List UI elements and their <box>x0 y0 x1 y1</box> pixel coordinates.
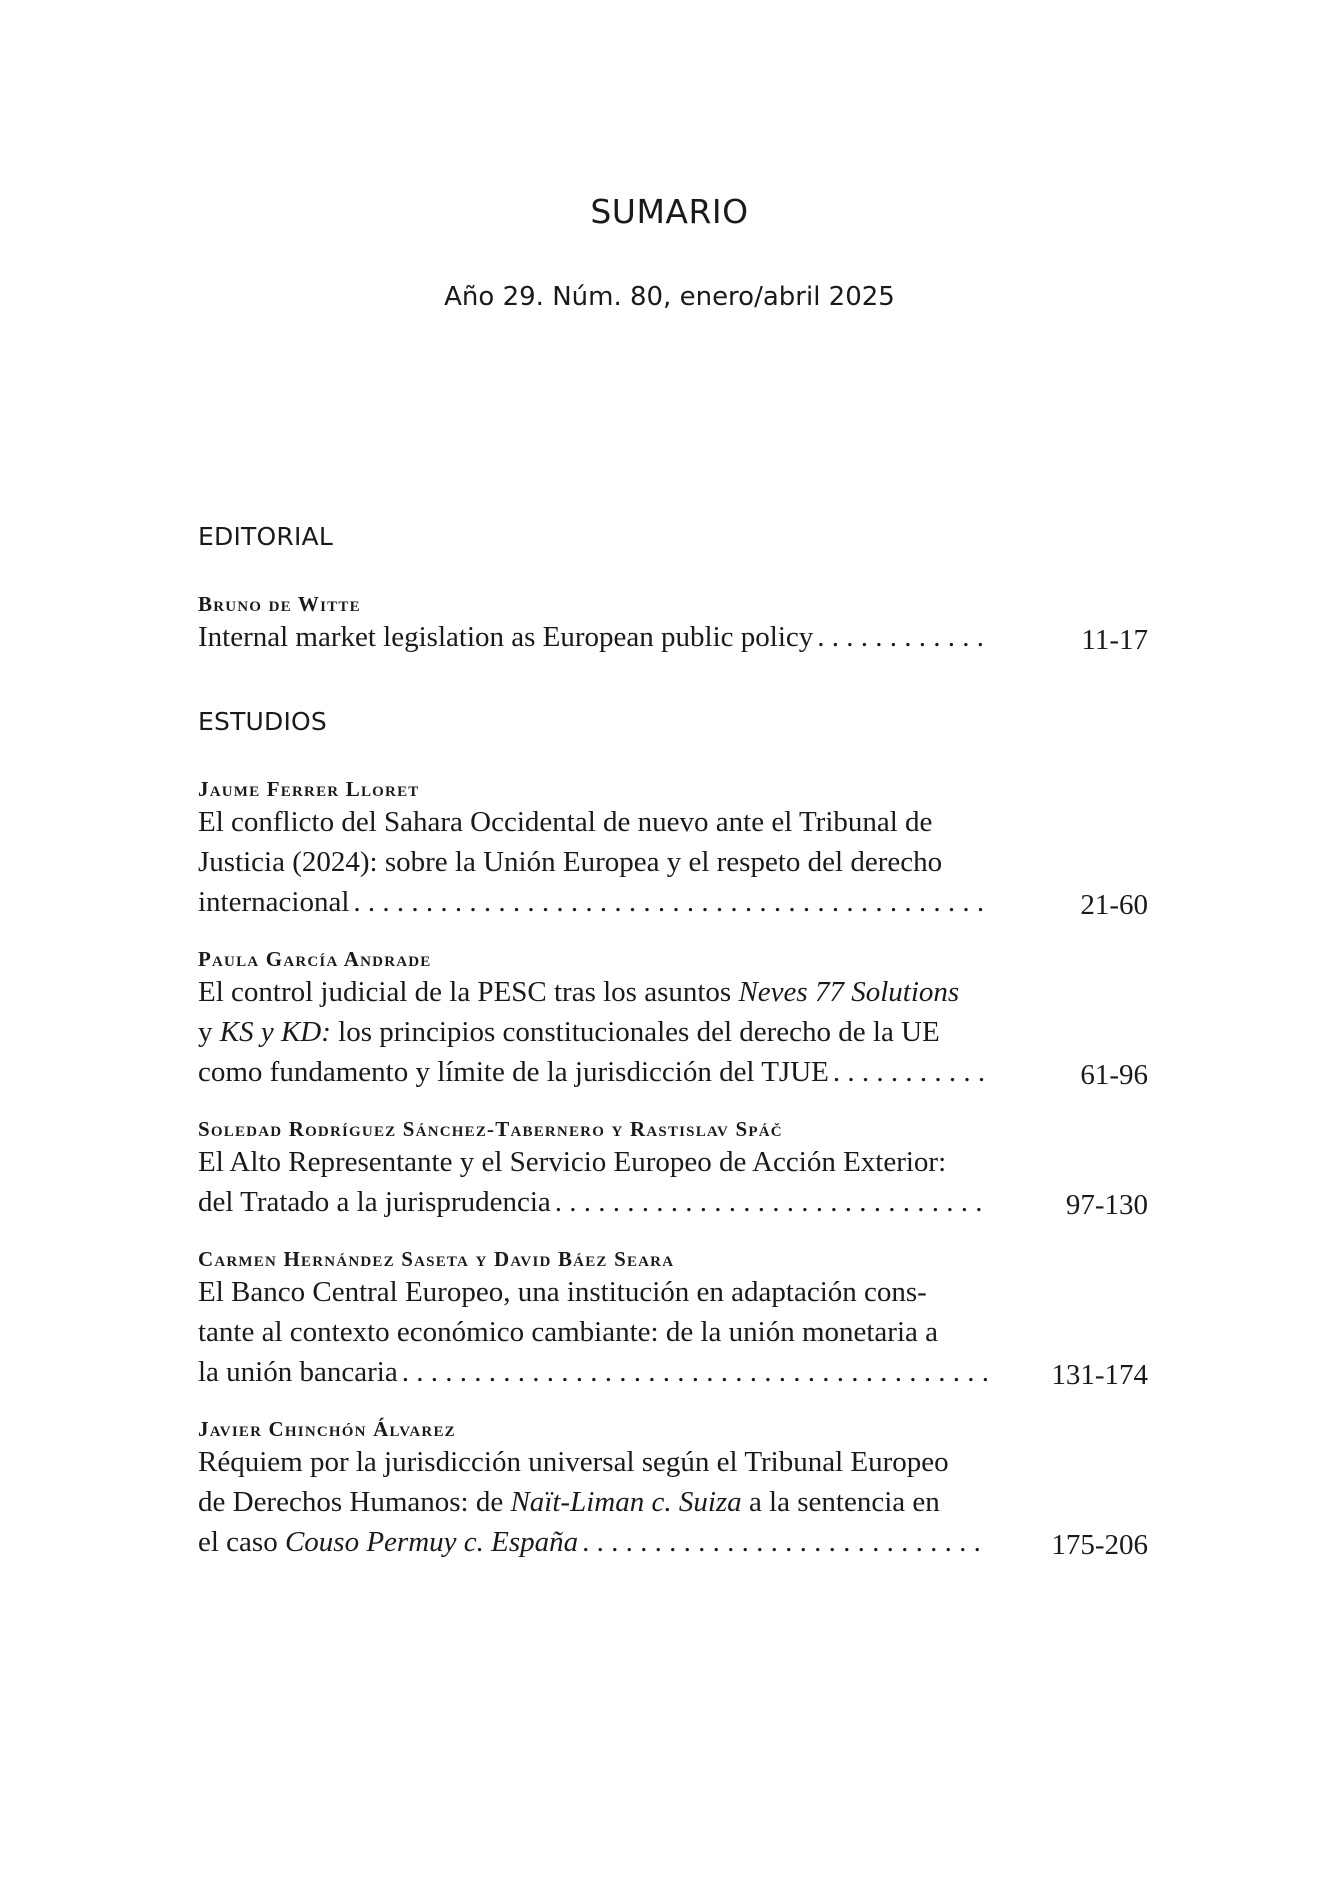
toc-entry[interactable] <box>198 591 1148 657</box>
leader-dots <box>402 1352 988 1392</box>
toc-entry[interactable] <box>198 946 1148 1092</box>
issue-line: Año 29. Núm. 80, enero/abril 2025 <box>444 282 895 312</box>
entry-title-last-line <box>198 1522 988 1562</box>
toc-entry[interactable] <box>198 776 1148 922</box>
entry-title-text: El control judicial de la PESC tras los asuntos <box>198 976 739 1008</box>
entry-title-italic: Neves 77 Solutions <box>738 976 960 1008</box>
entry-title-italic: Naït-Liman c. Suiza <box>510 1486 742 1518</box>
entry-title-text: Internal market legislation as European public policy <box>198 621 814 653</box>
entry-title-text: de Derechos Humanos: de <box>198 1486 511 1518</box>
entry-pages: 21-60 <box>1080 889 1148 921</box>
entry-pages: 175-206 <box>1051 1529 1148 1561</box>
leader-dots <box>817 617 988 657</box>
entry-title-last-line <box>198 882 988 922</box>
entry-title-text: a la sentencia en <box>741 1486 940 1518</box>
entry-title-line: El conflicto del Sahara Occidental de nuevo ante el Tribunal de <box>198 806 933 838</box>
table-of-contents <box>198 522 1148 1586</box>
entry-pages: 11-17 <box>1081 624 1148 656</box>
toc-entry[interactable] <box>198 1116 1148 1222</box>
entry-title-text: la unión bancaria <box>198 1356 398 1388</box>
entry-title-italic: Couso Permuy c. España <box>284 1526 579 1558</box>
entry-title-italic: KS y KD: <box>219 1016 331 1048</box>
leader-dots <box>555 1182 988 1222</box>
entry-title-text: y <box>198 1016 220 1048</box>
entry-author: Paula García Andrade <box>198 947 432 971</box>
entry-title-last-line <box>198 1052 988 1092</box>
section-estudios <box>198 707 1148 1562</box>
entry-author: Bruno de Witte <box>198 592 361 616</box>
entry-author: Jaume Ferrer Lloret <box>198 777 420 801</box>
entry-title-last-line <box>198 617 988 657</box>
entry-author: Soledad Rodríguez Sánchez-Tabernero y Rastislav Spáč <box>198 1117 783 1141</box>
entry-title-text: el caso <box>198 1526 285 1558</box>
entry-title-line <box>198 972 1148 1012</box>
entry-title-line: tante al contexto económico cambiante: de la unión monetaria a <box>198 1316 939 1348</box>
entry-author: Carmen Hernández Saseta y David Báez Seara <box>198 1247 675 1271</box>
entry-title-last-line <box>198 1352 988 1392</box>
entry-pages: 61-96 <box>1080 1059 1148 1091</box>
section-heading: EDITORIAL <box>198 522 333 551</box>
entry-author: Javier Chinchón Álvarez <box>198 1417 456 1441</box>
entry-title-line: Réquiem por la jurisdicción universal según el Tribunal Europeo <box>198 1446 949 1478</box>
entry-title-line <box>198 1012 1148 1052</box>
entry-title-text: internacional <box>198 886 350 918</box>
leader-dots <box>353 882 988 922</box>
entry-title-text <box>198 1522 578 1562</box>
entry-pages: 97-130 <box>1065 1189 1148 1221</box>
page-title: SUMARIO <box>590 192 749 231</box>
entry-title-text: del Tratado a la jurisprudencia <box>198 1186 551 1218</box>
section-heading: ESTUDIOS <box>198 707 328 736</box>
entry-title-text: los principios constitucionales del derecho de la UE <box>330 1016 940 1048</box>
leader-dots <box>582 1522 988 1562</box>
toc-entry[interactable] <box>198 1416 1148 1562</box>
entry-title-line: Justicia (2024): sobre la Unión Europea y el respeto del derecho <box>198 846 943 878</box>
entry-title-line: El Alto Representante y el Servicio Europeo de Acción Exterior: <box>198 1146 947 1178</box>
entry-title-line: El Banco Central Europeo, una institución en adaptación cons- <box>198 1276 927 1308</box>
entry-title-last-line <box>198 1182 988 1222</box>
leader-dots <box>833 1052 988 1092</box>
entry-pages: 131-174 <box>1051 1359 1148 1391</box>
section-editorial <box>198 522 1148 657</box>
entry-title-line <box>198 1482 1148 1522</box>
toc-entry[interactable] <box>198 1246 1148 1392</box>
entry-title-text: como fundamento y límite de la jurisdicción del TJUE <box>198 1056 829 1088</box>
